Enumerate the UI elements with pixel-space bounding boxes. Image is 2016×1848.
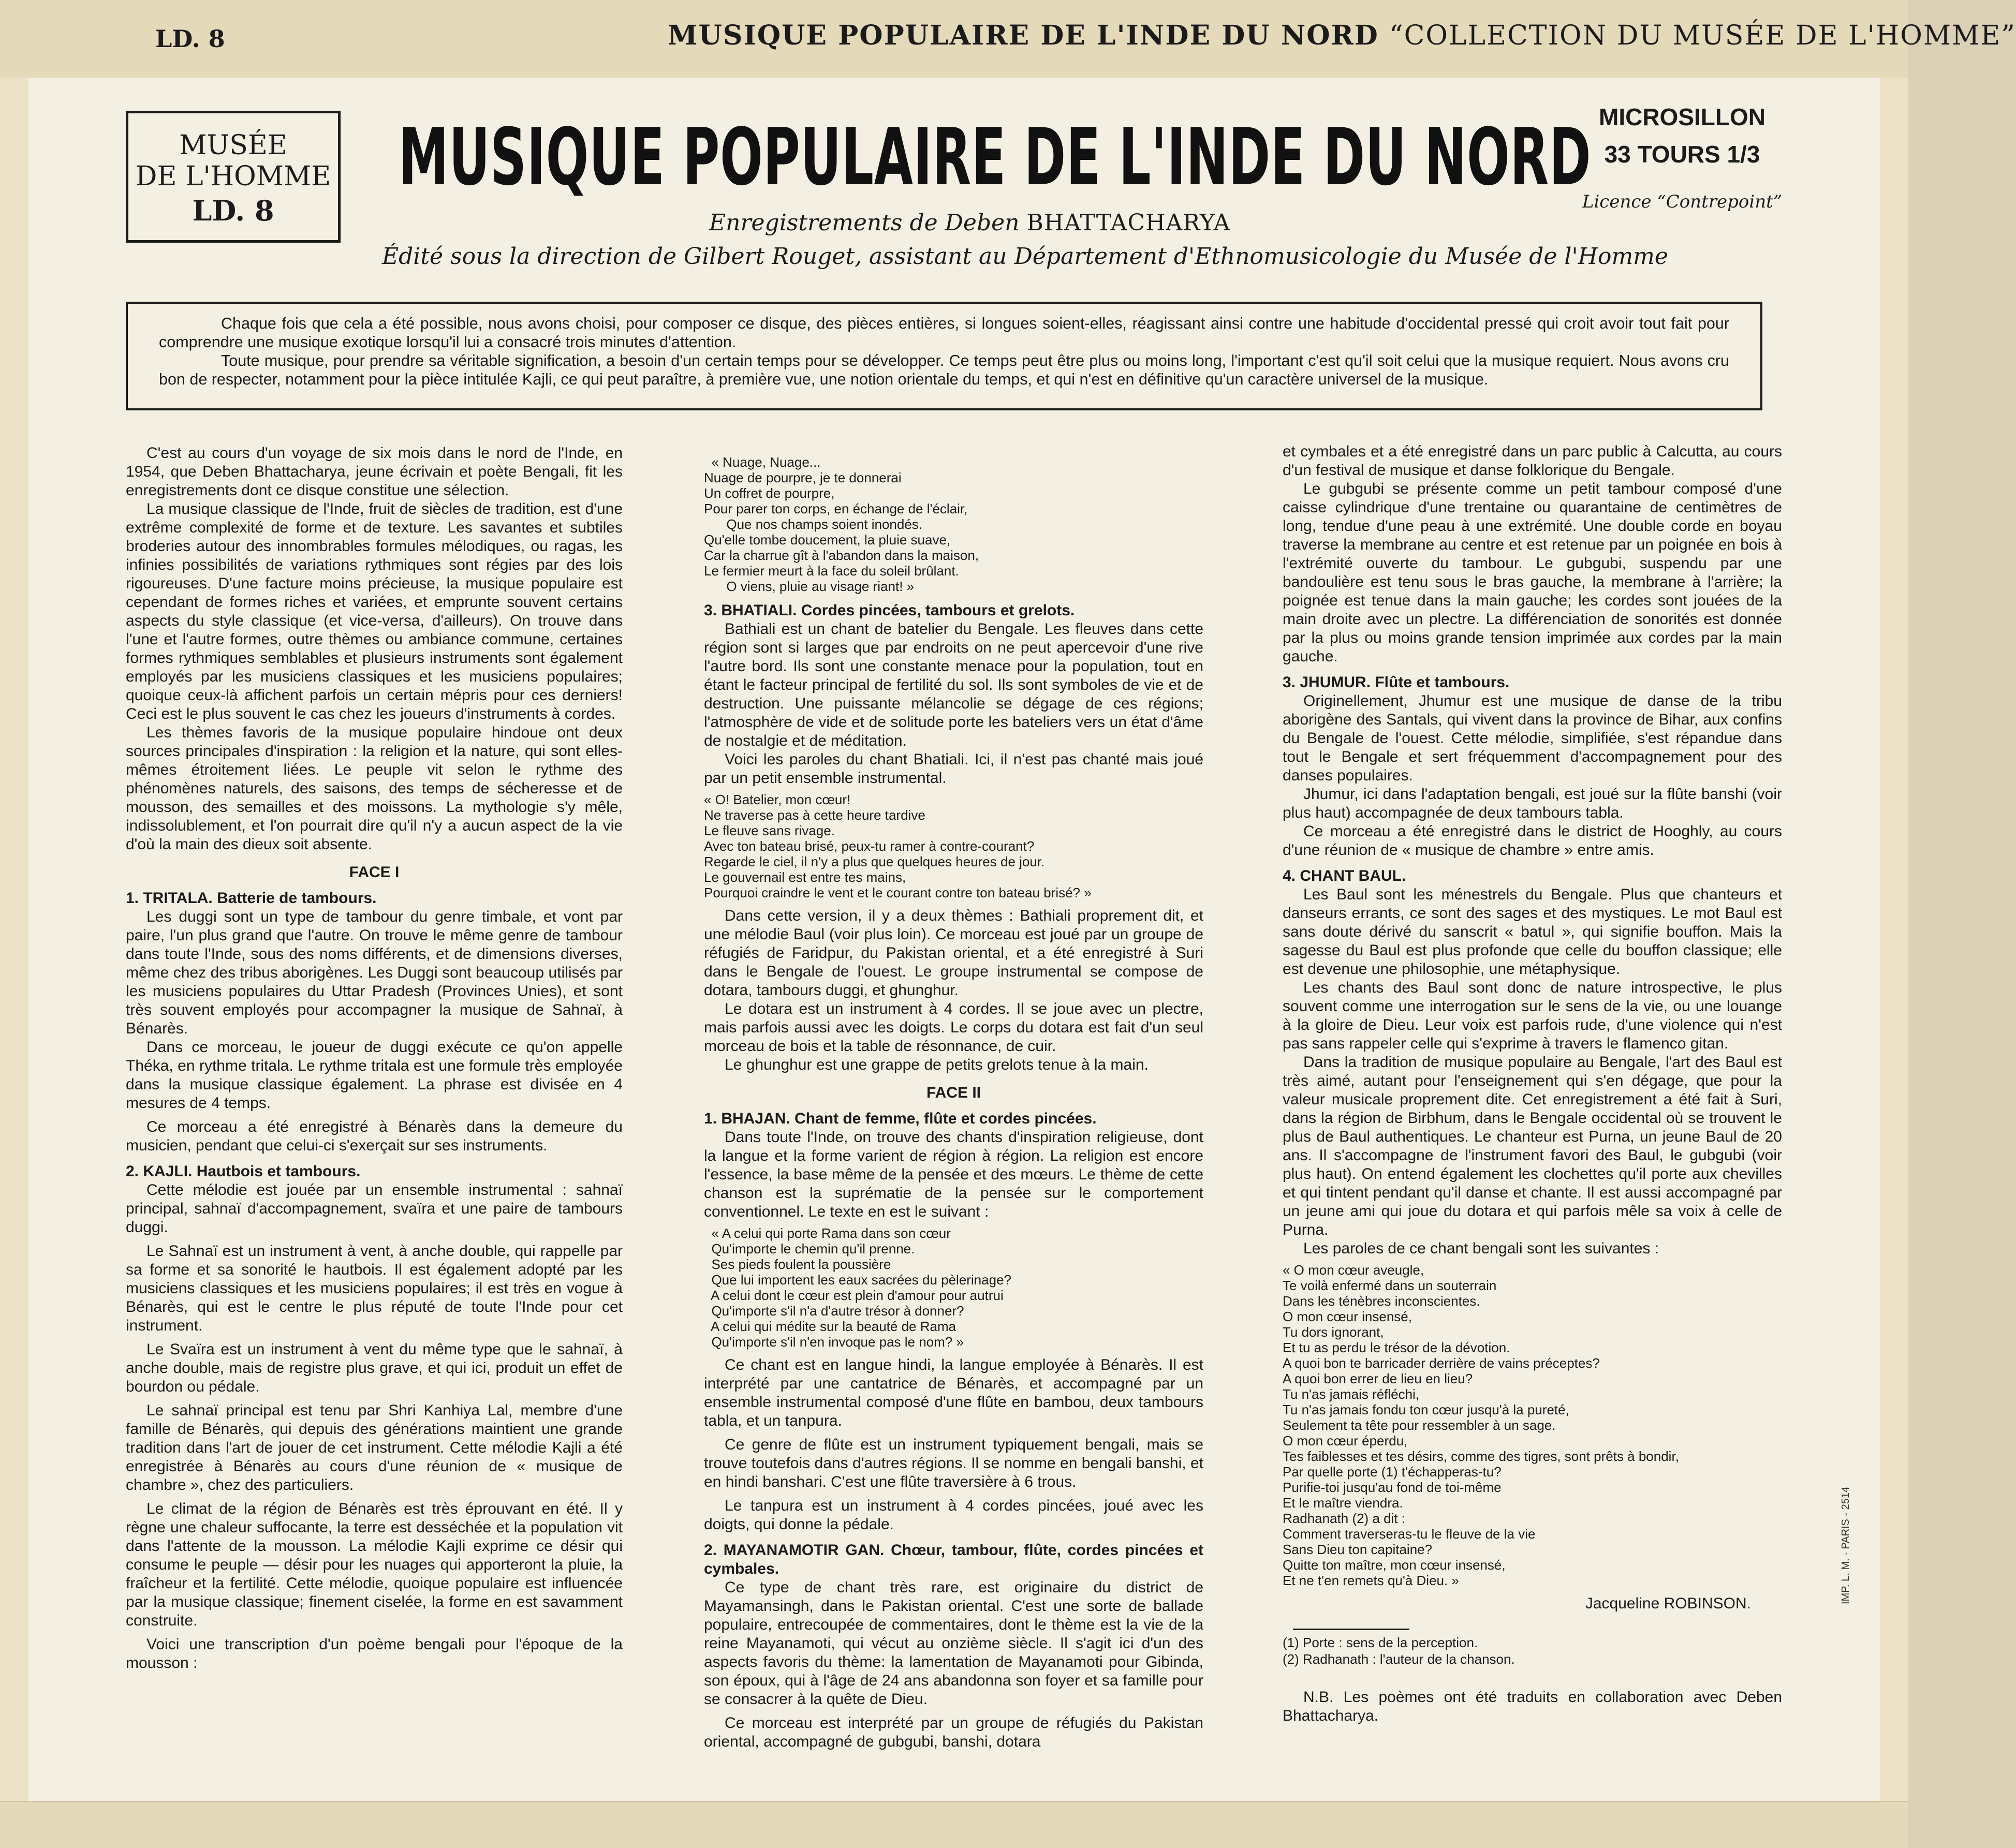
top-banner-title: MUSIQUE POPULAIRE DE L'INDE DU NORD (668, 20, 1379, 51)
body-paragraph: Dans ce morceau, le joueur de duggi exécute ce qu'on appelle Théka, en rythme tritala. Le rythme tritala est une formule très employée dans la musique classique également. La phrase est divisée en 4 mesures de 4 temps. (126, 1039, 623, 1112)
body-paragraph: Ce genre de flûte est un instrument typiquement bengali, mais se trouve toutefois dans d'autres régions. Il se nomme en bengali banshi, et en hindi banshari. C'est une flûte traversière à 6 trous. (704, 1436, 1203, 1490)
body-paragraph: Ce type de chant très rare, est originaire du district de Mayamansingh, dans le Pakistan oriental. C'est une sorte de ballade populaire, entrecoupée de commentaires, dont le thème est la vie de la reine Mayanamoti, qui vécut au onzième siècle. Il s'agit ici d'un des aspects favoris du thème: la lamentation de Mayanamoti pour Gibinda, son époux, qui à l'âge de 24 ans abandonna son foyer et sa famille pour se consacrer à la quête de Dieu. (704, 1579, 1203, 1708)
right-flap (1880, 78, 1908, 1801)
track-heading-bhajan: 1. BHAJAN. Chant de femme, flûte et cordes pincées. (704, 1110, 1097, 1127)
track-heading-chant-baul: 4. CHANT BAUL. (1283, 867, 1406, 884)
body-paragraph: Originellement, Jhumur est une musique de danse de la tribu aborigène des Santals, qui vivent dans la province de Bihar, aux confins du Bengale de l'ouest. Cette mélodie, simplifiée, s'est répandue dans tout le Bengale et sert fréquemment d'accompagnement pour des danses populaires. (1283, 692, 1782, 784)
museum-label-code: LD. 8 (192, 194, 274, 227)
track-heading-kajli: 2. KAJLI. Hautbois et tambours. (126, 1163, 361, 1180)
track-heading-mayanamotir: 2. MAYANAMOTIR GAN. Chœur, tambour, flûte, cordes pincées et cymbales. (704, 1542, 1203, 1577)
recordings-credit (709, 210, 1230, 236)
body-paragraph: Le Svaïra est un instrument à vent du même type que le sahnaï, à anche double, mais de registre plus grave, et qui ici, produit un effet de bourdon ou pédale. (126, 1341, 623, 1395)
body-paragraph: Les thèmes favoris de la musique populaire hindoue ont deux sources principales d'inspiration : la religion et la nature, qui sont elles-mêmes étroitement liées. Le peuple vit selon le rythme des phénomènes naturels, des saisons, des temps de sécheresse et de mousson, des semailles et des moissons. La mythologie s'y mêle, indissolublement, et l'on pourrait dire qu'il n'y a aucun aspect de la vie d'où la main des dieux soit absente. (126, 724, 623, 853)
body-paragraph: Dans cette version, il y a deux thèmes : Bathiali proprement dit, et une mélodie Baul (voir plus loin). Ce morceau est joué par un groupe de réfugiés de Faridpur, du Pakistan oriental, et a été enregistré à Suri dans le Bengale de l'ouest. Le groupe instrumental se compose de dotara, tambours duggi, et ghunghur. (704, 907, 1203, 999)
text-column-1 (126, 444, 623, 1673)
body-paragraph: Ce chant est en langue hindi, la langue employée à Bénarès. Il est interprété par une cantatrice de Bénarès, et accompagné par un ensemble instrumental composé d'une flûte en bambou, deux tambours tabla, et un tanpura. (704, 1356, 1203, 1429)
recordings-credit-name: BHATTACHARYA (1026, 210, 1231, 236)
licence-note: Licence “Contrepoint” (1582, 191, 1783, 212)
face-1-heading: FACE I (349, 864, 400, 881)
top-banner-collection: “COLLECTION DU MUSÉE DE L'HOMME” (1389, 20, 2016, 51)
body-paragraph: Voici une transcription d'un poème bengali pour l'époque de la mousson : (126, 1636, 623, 1672)
body-paragraph: Ce morceau a été enregistré à Bénarès dans la demeure du musicien, pendant que celui-ci s'exerçait sur ses instruments. (126, 1118, 623, 1154)
format-microsillon: MICROSILLON (1599, 104, 1765, 130)
body-paragraph: Les Baul sont les ménestrels du Bengale. Plus que chanteurs et danseurs errants, ce sont des sages et des mystiques. Le mot Baul est sans doute dérivé du sanscrit « batul », qui signifie bouffon. Mais la sagesse du Baul est plus profonde que celle du bouffon classique; elle est devenue une philosophie, une métaphysique. (1283, 886, 1782, 978)
museum-label-box (126, 111, 341, 243)
body-paragraph: Bathiali est un chant de batelier du Bengale. Les fleuves dans cette région sont si larges que par endroits on ne peut apercevoir d'une rive l'autre bord. Ils sont une constante menace pour la population, tout en étant le facteur principal de fertilité du sol. Ils sont symboles de vie et de destruction. Une puissante mélancolie se dégage de ces régions; l'atmosphère de vide et de solitude porte les bateliers vers un état d'âme de nostalgie et de méditation. (704, 620, 1203, 749)
intro-box (126, 302, 1762, 410)
intro-paragraph: Toute musique, pour prendre sa véritable signification, a besoin d'un certain temps pour se développer. Ce temps peut être plus ou moins long, l'important c'est qu'il soit celui que la musique requiert. Nous avons cru bon de respecter, notamment pour la pièce intitulée Kajli, ce qui peut paraître, à première vue, une notion orientale du temps, et qui n'est en définitive qu'un caractère universel de la musique. (159, 352, 1729, 388)
museum-label-line2: DE L'HOMME (135, 161, 331, 192)
body-paragraph: Les paroles de ce chant bengali sont les suivantes : (1303, 1240, 1659, 1257)
body-paragraph: Le ghunghur est une grappe de petits grelots tenue à la main. (725, 1056, 1149, 1073)
body-paragraph: Jhumur, ici dans l'adaptation bengali, est joué sur la flûte banshi (voir plus haut) accompagnée de deux tambours tabla. (1283, 786, 1782, 821)
body-paragraph: Cette mélodie est jouée par un ensemble instrumental : sahnaï principal, sahnaï d'accompagnement, svaïra et une paire de tambours duggi. (126, 1181, 623, 1236)
body-paragraph: Les chants des Baul sont donc de nature introspective, le plus souvent comme une interrogation sur le sens de la vie, ou une louange à la gloire de Dieu. Leur voix est parfois rude, d'une violence qui n'est pas sans rappeler celle qui s'exprime à travers le flamenco gitan. (1283, 979, 1782, 1052)
footnote-1: (1) Porte : sens de la perception. (1283, 1635, 1478, 1650)
poem-batelier: « O! Batelier, mon cœur! Ne traverse pas à cette heure tardive Le fleuve sans rivage. Avec ton bateau brisé, peux-tu ramer à contre-courant? Regarde le ciel, il n'y a plus que quelques heures de jour. Le gouvernail est entre tes mains, Pourquoi craindre le vent et le courant contre ton bateau brisé? » (704, 792, 1092, 900)
poem-coeur-aveugle: « O mon cœur aveugle, Te voilà enfermé dans un souterrain Dans les ténèbres inconscientes. O mon cœur insensé, Tu dors ignorant, Et tu as perdu le trésor de la dévotion. A quoi bon te barricader derrière de vains préceptes? A quoi bon errer de lieu en lieu? Tu n'as jamais réfléchi, Tu n'as jamais fondu ton cœur jusqu'à la pureté, Seulement ta tête pour ressembler à un sage. O mon cœur éperdu, Tes faiblesses et tes désirs, comme des tigres, sont prêts à bondir, Par quelle porte (1) t'échapperas-tu? Purifie-toi jusqu'au fond de toi-même Et le maître viendra. Radhanath (2) a dit : Comment traverseras-tu le fleuve de la vie Sans Dieu ton capitaine? Quitte ton maître, mon cœur insensé, Et ne t'en remets qu'à Dieu. » (1283, 1262, 1679, 1588)
body-paragraph: Le tanpura est un instrument à 4 cordes pincées, joué avec les doigts, qui donne la pédale. (704, 1497, 1203, 1533)
body-paragraph: Le Sahnaï est un instrument à vent, à anche double, qui rappelle par sa forme et sa sonorité le hautbois. Il est également adopté par les musiciens classiques et les musiciens populaires; il est très en vogue à Bénarès, qui est le centre le plus réputé de toute l'Inde pour cet instrument. (126, 1243, 623, 1334)
printer-imprint: IMP. L. M. - PARIS - 2514 (1840, 1486, 1851, 1604)
body-paragraph: Ce morceau a été enregistré dans le district de Hooghly, au cours d'une réunion de « musique de chambre » entre amis. (1283, 823, 1782, 859)
museum-label-line1: MUSÉE (179, 130, 287, 161)
poem-rama: « A celui qui porte Rama dans son cœur Qu'importe le chemin qu'il prenne. Ses pieds foulent la poussière Que lui importent les eaux sacrées du pèlerinage? A celui dont le cœur est plein d'amour pour autrui Qu'importe s'il n'a d'autre trésor à donner? A celui qui médite sur la beauté de Rama Qu'importe s'il n'en invoque pas le nom? » (711, 1225, 1012, 1350)
recordings-credit-prefix: Enregistrements de Deben (709, 210, 1020, 236)
track-heading-jhumur: 3. JHUMUR. Flûte et tambours. (1283, 674, 1510, 691)
album-title: MUSIQUE POPULAIRE DE L'INDE DU NORD (399, 111, 1592, 203)
body-paragraph: Le sahnaï principal est tenu par Shri Kanhiya Lal, membre d'une famille de Bénarès, qui depuis des générations maintient une grande tradition dans l'art de jouer de cet instrument. Cette mélodie Kajli a été enregistrée à Bénarès au cours d'une réunion de « musique de chambre », chez des particuliers. (126, 1402, 623, 1494)
footnote-rule (1293, 1629, 1409, 1630)
top-catalog-code: LD. 8 (155, 25, 225, 53)
text-column-3 (1283, 442, 1782, 1725)
intro-paragraph: Chaque fois que cela a été possible, nous avons choisi, pour composer ce disque, des pièces entières, si longues soient-elles, réagissant ainsi contre une habitude d'occidental pressé qui croit avoir tout fait pour comprendre une musique exotique lorsqu'il lui a consacré trois minutes d'attention. (159, 315, 1729, 351)
track-heading-tritala: 1. TRITALA. Batterie de tambours. (126, 890, 377, 907)
body-paragraph: Ce morceau est interprété par un groupe de réfugiés du Pakistan oriental, accompagné de gubgubi, banshi, dotara (704, 1714, 1203, 1750)
text-column-2 (704, 450, 1203, 1751)
format-info (1573, 98, 1791, 173)
bottom-flap (0, 1801, 1908, 1848)
body-paragraph: C'est au cours d'un voyage de six mois dans le nord de l'Inde, en 1954, que Deben Bhattacharya, jeune écrivain et poète Bengali, fit les enregistrements dont ce disque constitue une sélection. (126, 445, 623, 499)
face-2-heading: FACE II (926, 1084, 981, 1101)
author-signature: Jacqueline ROBINSON. (1585, 1595, 1751, 1612)
poem-nuage: « Nuage, Nuage... Nuage de pourpre, je te donnerai Un coffret de pourpre, Pour parer ton corps, en échange de l'éclair, Que nos champs soient inondés. Qu'elle tombe doucement, la pluie suave, Car la charrue gît à l'abandon dans la maison, Le fermier meurt à la face du soleil brûlant. O viens, pluie au visage riant! » (704, 454, 979, 594)
body-paragraph: Dans la tradition de musique populaire au Bengale, l'art des Baul est très aimé, autant pour l'enseignement qui s'en dégage, que pour la valeur musicale proprement dite. Cet enregistrement a été fait à Suri, dans la région de Birbhum, dans le Bengale occidental où se trouvent le plus de Baul authentiques. Le chanteur est Purna, un jeune Baul de 20 ans. Il s'accompagne de l'instrument favori des Baul, le gubgubi (voir plus haut). On entend également les clochettes qu'il porte aux chevilles et qui tintent pendant qu'il danse et chante. Il est aussi accompagné par un jeune ami qui joue du dotara et qui parfois mêle sa voix à celle de Purna. (1283, 1054, 1782, 1238)
body-paragraph: Voici les paroles du chant Bhatiali. Ici, il n'est pas chanté mais joué par un petit ensemble instrumental. (704, 751, 1203, 787)
left-flap (0, 78, 28, 1801)
body-paragraph: et cymbales et a été enregistré dans un parc public à Calcutta, au cours d'un festival de musique et danse folklorique du Bengale. (1283, 443, 1782, 479)
editor-credit: Édité sous la direction de Gilbert Rouget, assistant au Département d'Ethnomusicologie du Musée de l'Homme (382, 243, 1668, 270)
body-paragraph: La musique classique de l'Inde, fruit de siècles de tradition, est d'une extrême complexité de forme et de texture. Les savantes et subtiles broderies autour des innombrables formules mélodiques, ou ragas, les infinies possibilités de variations rythmiques sont régies par des lois rigoureuses. D'une facture moins précieuse, la musique populaire est cependant de formes riches et variées, et emprunte souvent certains aspects du style classique (et vice-versa, d'ailleurs). On trouve dans l'une et l'autre formes, outre thèmes ou ambiance commune, certaines formes rythmiques semblables et plusieurs instruments sont également employés par les musiciens classiques et les musiciens populaires; quoique ceux-là affichent parfois un certain mépris pour ces derniers! Ceci est le plus souvent le cas chez les joueurs d'instruments à cordes. (126, 500, 623, 722)
footnote-2: (2) Radhanath : l'auteur de la chanson. (1283, 1651, 1515, 1667)
translation-note: N.B. Les poèmes ont été traduits en collaboration avec Deben Bhattacharya. (1283, 1689, 1782, 1724)
track-heading-bhatiali: 3. BHATIALI. Cordes pincées, tambours et grelots. (704, 602, 1075, 619)
body-paragraph: Le climat de la région de Bénarès est très éprouvant en été. Il y règne une chaleur suffocante, la terre est desséchée et la population vit dans l'attente de la mousson. La mélodie Kajli exprime ce désir qui consume le peuple — désir pour les nuages qui apporteront la pluie, la fraîcheur et la fertilité. Cette mélodie, quoique populaire est influencée par la musique classique; finement ciselée, la forme en est savamment construite. (126, 1500, 623, 1629)
format-speed: 33 TOURS 1/3 (1604, 141, 1760, 168)
body-paragraph: Dans toute l'Inde, on trouve des chants d'inspiration religieuse, dont la langue et la forme varient de région à région. La religion est encore l'essence, la base même de la pensée et des mœurs. Le thème de cette chanson est la suprématie de la pensée sur le comportement conventionnel. Le texte en est le suivant : (704, 1129, 1203, 1220)
body-paragraph: Le dotara est un instrument à 4 cordes. Il se joue avec un plectre, mais parfois aussi avec les doigts. Le corps du dotara est fait d'un seul morceau de bois et la table de résonnance, de cuir. (704, 1000, 1203, 1055)
body-paragraph: Les duggi sont un type de tambour du genre timbale, et vont par paire, l'un plus grand que l'autre. On trouve le même genre de tambour dans toute l'Inde, sous des noms différents, et de dimensions diverses, même chez des tribus aborigènes. Les Duggi sont beaucoup utilisés par les musiciens populaires du Uttar Pradesh (Provinces Unies), et sont très souvent employés pour accompagner la musique de Sahnaï, à Bénarès. (126, 908, 623, 1037)
top-banner (668, 20, 2016, 51)
body-paragraph: Le gubgubi se présente comme un petit tambour composé d'une caisse cylindrique d'une trentaine ou quarantaine de centimètres de long, tendue d'une peau à une extrémité. Une double corde en boyau traverse la membrane au centre et est retenue par un poignée en bois à l'extrémité ouverte du tambour. Le gubgubi, suspendu par une bandoulière est tenu sous le bras gauche, la membrane à l'arrière; la poignée est tenue dans la main gauche; les cordes sont jouées de la main droite avec un plectre. La différenciation de sonorités est donnée par la plus ou moins grande tension imprimée aux cordes par la main gauche. (1283, 480, 1782, 665)
